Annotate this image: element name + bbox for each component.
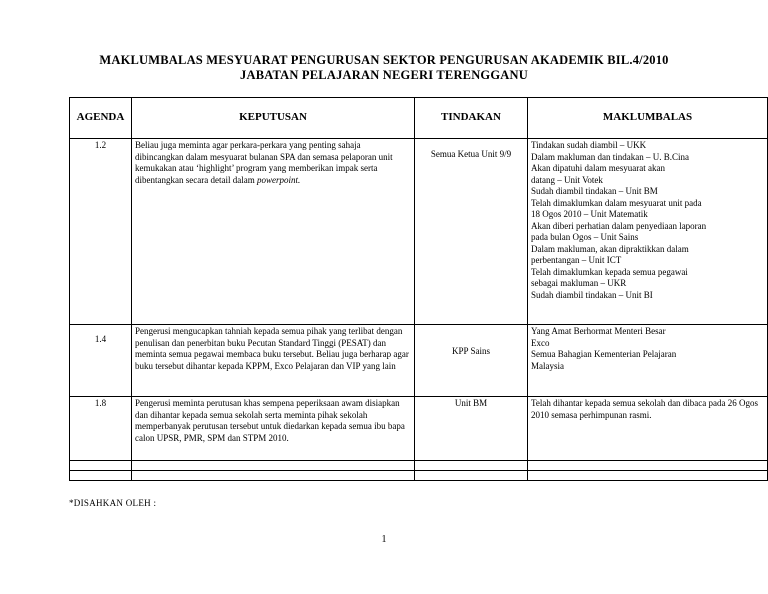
header-keputusan: KEPUTUSAN [132,98,415,139]
maklumbalas-cell [528,139,768,325]
maklumbalas-line: Dalam makluman, akan dipraktikkan dalam [531,243,689,254]
maklumbalas-line: Sudah diambil tindakan – Unit BI [531,289,653,300]
empty-cell [415,461,528,471]
maklumbalas-line: Yang Amat Berhormat Menteri Besar [531,326,666,336]
maklumbalas-line: perbentangan – Unit ICT [531,255,622,265]
empty-cell [132,471,415,481]
empty-cell [70,471,132,481]
table-row-empty [70,471,768,481]
agenda-cell: 1.2 [70,139,132,325]
table-row [70,325,768,397]
maklumbalas-cell: Telah dihantar kepada semua sekolah dan dibaca pada 26 Ogos 2010 semasa perhimpunan rasmi. [528,397,768,461]
maklumbalas-line: Sudah diambil tindakan – Unit BM [531,186,658,196]
header-tindakan: TINDAKAN [415,98,528,139]
page-number: 1 [381,534,387,545]
document-title: MAKLUMBALAS MESYUARAT PENGURUSAN SEKTOR PENGURUSAN AKADEMIK BIL.4/2010 [99,53,669,67]
empty-cell [528,461,768,471]
tindakan-cell [415,139,528,325]
tindakan-cell [415,325,528,397]
empty-cell [528,471,768,481]
maklumbalas-line: Tindakan sudah diambil – UKK [531,140,647,150]
keputusan-text: Beliau juga meminta agar perkara-perkara yang penting sahaja dibincangkan dalam mesyuarat bulanan SPA dan semasa pelaporan unit kemukakan atau ‘highlight’ program yang memberikan impak serta dibentangkan secara detail dalam [135,140,393,185]
empty-cell [132,461,415,471]
maklumbalas-line: Telah dimaklumkan dalam mesyuarat unit pada [531,197,702,208]
keputusan-cell [132,139,415,325]
empty-cell [70,461,132,471]
maklumbalas-line: Telah dimaklumkan kepada semua pegawai [531,266,688,277]
maklumbalas-line: pada bulan Ogos – Unit Sains [531,232,639,242]
keputusan-italic-text: powerpoint. [256,174,301,185]
maklumbalas-line: Akan dipatuhi dalam mesyuarat akan [531,163,665,173]
table-row [70,397,768,461]
header-maklumbalas: MAKLUMBALAS [528,98,768,139]
tindakan-cell: Unit BM [415,397,528,461]
agenda-text: 1.4 [94,334,107,344]
maklumbalas-line: Dalam makluman dan tindakan – U. B.Cina [531,151,689,162]
maklumbalas-line: 18 Ogos 2010 – Unit Matematik [531,209,648,219]
tindakan-text: Semua Ketua Unit 9/9 [430,149,512,159]
table-header-row [70,98,768,139]
maklumbalas-cell [528,325,768,397]
maklumbalas-line: datang – Unit Votek [531,174,603,185]
document-subtitle: JABATAN PELAJARAN NEGERI TERENGGANU [240,68,528,82]
maklumbalas-line: Akan diberi perhatian dalam penyediaan laporan [531,220,707,231]
maklumbalas-line: Semua Bahagian Kementerian Pelajaran [531,349,677,359]
feedback-table [69,97,768,481]
empty-cell [415,471,528,481]
table-row [70,139,768,325]
maklumbalas-line: Exco [531,337,550,348]
keputusan-cell: Pengerusi mengucapkan tahniah kepada semua pihak yang terlibat dengan penulisan dan penerbitan buku Pecutan Standard Tinggi (PESAT) dan meminta semua pegawai membaca buku tersebut. Beliau juga berharap agar buku tersebut dihantar kepada KPPM, Exco Pelajaran dan VIP yang lain [132,325,415,397]
agenda-cell: 1.8 [70,397,132,461]
keputusan-cell: Pengerusi meminta perutusan khas sempena peperiksaan awam disiapkan dan dihantar kepada semua sekolah serta meminta pihak sekolah memperbanyak perutusan tersebut untuk diedarkan kepada semua ibu bapa calon UPSR, PMR, SPM dan STPM 2010. [132,397,415,461]
table-row-empty [70,461,768,471]
header-agenda: AGENDA [70,98,132,139]
maklumbalas-line: Malaysia [531,360,564,371]
disahkan-label: *DISAHKAN OLEH : [69,498,157,508]
agenda-cell [70,325,132,397]
tindakan-text: KPP Sains [452,346,490,356]
maklumbalas-line: sebagai makluman – UKR [531,278,627,288]
